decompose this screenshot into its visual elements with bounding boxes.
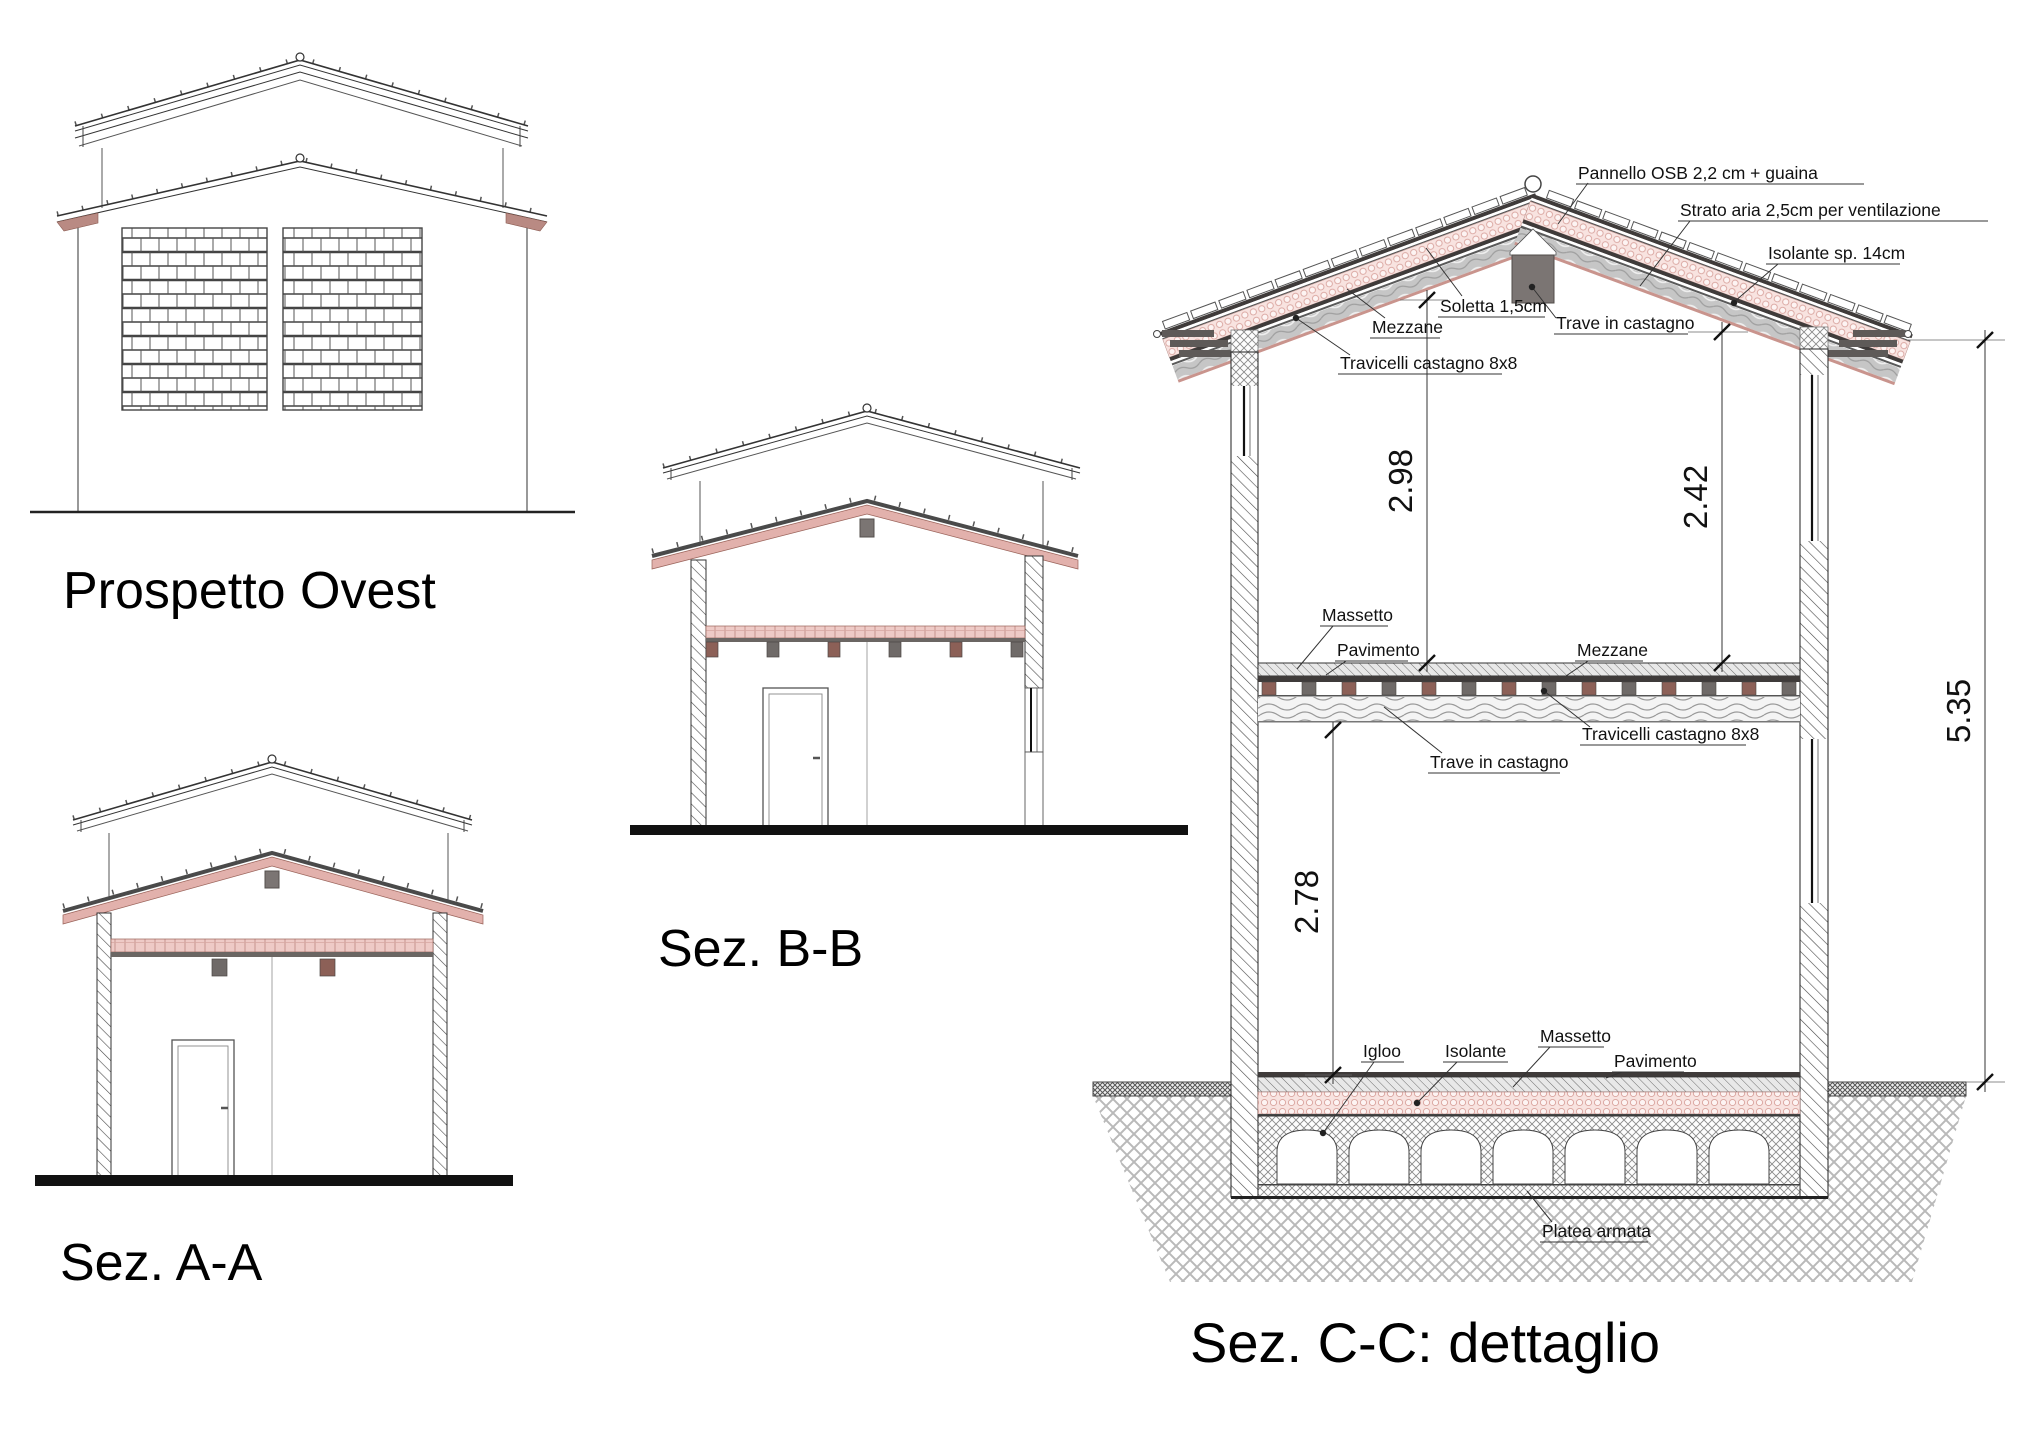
brick-lattice-panel-right: [283, 228, 422, 410]
brick-lattice-panel-left: [122, 228, 267, 410]
title-sez-bb: Sez. B-B: [658, 920, 864, 978]
lower-roof: [63, 848, 483, 924]
upper-roof: [663, 404, 1080, 480]
ground-line: [630, 825, 1188, 835]
beam: [889, 642, 901, 657]
beam: [320, 959, 335, 976]
dim-ridge-height: 2.98: [1382, 448, 1419, 514]
dim-eave-height: 2.42: [1677, 464, 1714, 530]
label-pavimento-mid: Pavimento: [1337, 640, 1420, 660]
title-prospetto-ovest: Prospetto Ovest: [63, 562, 436, 620]
ground-line: [35, 1175, 513, 1186]
lower-roof: [652, 496, 1078, 569]
upper-roof: [75, 53, 528, 147]
view-sez-aa: [35, 755, 513, 1292]
title-sez-aa: Sez. A-A: [60, 1234, 263, 1292]
platea-bottom-line: [1231, 1196, 1828, 1199]
label-mezzane-mid: Mezzane: [1577, 640, 1649, 660]
wall-right-lower: [1025, 752, 1043, 827]
beam: [950, 642, 962, 657]
beam: [212, 959, 227, 976]
label-travicelli-mid: Travicelli castagno 8x8: [1582, 724, 1760, 744]
window-opening-upper: [1800, 375, 1828, 541]
dim-total-height: 5.35: [1940, 678, 1977, 744]
dimension-lines: [1305, 290, 2005, 1092]
beam: [706, 642, 718, 657]
ridge-tile: [1525, 176, 1541, 192]
ridge-beam: [265, 871, 279, 888]
wall-cut-left: [97, 913, 111, 1177]
ridge-beam: [860, 519, 874, 537]
view-prospetto-ovest: [30, 53, 575, 620]
massetto-layer: [1258, 1077, 1800, 1092]
wall-cut-left: [1231, 352, 1258, 1197]
travicelli-row: [1262, 682, 1796, 695]
view-sez-bb: [630, 404, 1188, 978]
floor-slab-pink: [706, 626, 1025, 638]
label-platea-armata: Platea armata: [1542, 1221, 1651, 1241]
door: [763, 688, 828, 827]
window-right: [1025, 688, 1043, 752]
label-massetto-foundation: Massetto: [1540, 1026, 1611, 1046]
label-soletta: Soletta 1,5cm: [1440, 296, 1547, 316]
view-sez-cc: [1093, 163, 2005, 1374]
wall-cut-left: [691, 560, 706, 827]
beam: [1011, 642, 1023, 657]
label-isolante-roof: Isolante sp. 14cm: [1768, 243, 1906, 263]
ridge-finial: [296, 53, 304, 61]
grade-band-left: [1093, 1082, 1231, 1096]
floor-underside: [706, 638, 1025, 642]
label-trave-roof: Trave in castagno: [1556, 313, 1695, 333]
floor-slab-pink: [111, 939, 433, 952]
intermediate-floor: [1258, 663, 1800, 723]
label-mezzane-roof: Mezzane: [1372, 317, 1444, 337]
pavimento-layer: [1258, 676, 1800, 682]
trave-castagno-layer: [1258, 697, 1800, 721]
wall-cut-right-upper: [1025, 556, 1043, 688]
beam: [828, 642, 840, 657]
label-pannello-osb: Pannello OSB 2,2 cm + guaina: [1578, 163, 1818, 183]
insulation-layer: [1163, 201, 1545, 358]
ground-floor: [1231, 1072, 1828, 1199]
dim-ground-floor-height: 2.78: [1288, 869, 1325, 935]
title-sez-cc: Sez. C-C: dettaglio: [1190, 1311, 1660, 1374]
grade-band-right: [1828, 1082, 1966, 1096]
label-igloo: Igloo: [1363, 1041, 1401, 1061]
beam: [767, 642, 779, 657]
label-massetto-mid: Massetto: [1322, 605, 1393, 625]
label-isolante-foundation: Isolante: [1445, 1041, 1507, 1061]
soletta-layer: [1169, 219, 1546, 362]
label-travicelli-roof: Travicelli castagno 8x8: [1340, 353, 1518, 373]
wall-cut-right: [1800, 349, 1828, 1197]
pavimento-layer: [1258, 1072, 1800, 1077]
floor-underside: [111, 952, 433, 957]
roof-pink-band: [63, 857, 483, 924]
label-trave-mid: Trave in castagno: [1430, 752, 1569, 772]
label-strato-aria: Strato aria 2,5cm per ventilazione: [1680, 200, 1941, 220]
label-pavimento-foundation: Pavimento: [1614, 1051, 1697, 1071]
upper-roof: [73, 755, 472, 832]
window-opening-lower: [1800, 739, 1828, 903]
gutter-right: [1905, 331, 1912, 338]
gutter-left: [1154, 331, 1161, 338]
wall-cut-right: [433, 913, 447, 1177]
door: [172, 1040, 234, 1177]
lower-roof: [57, 154, 547, 231]
